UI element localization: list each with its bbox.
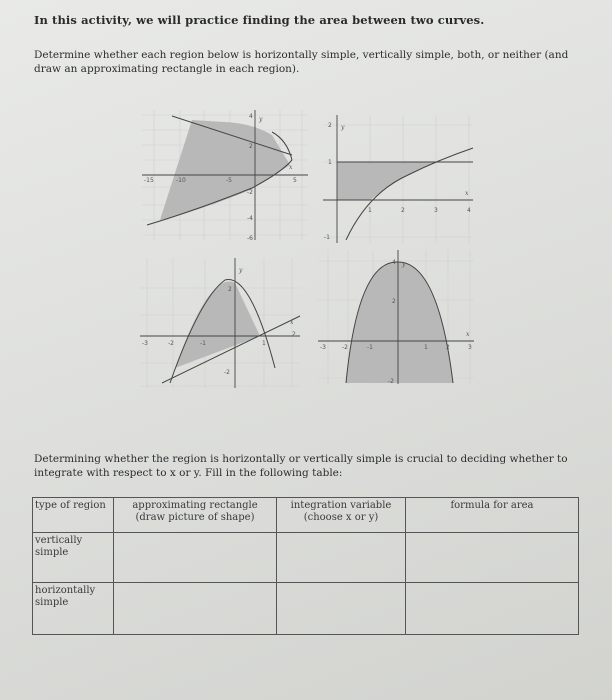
x-tick: -5: [226, 177, 232, 184]
instruction-text: Determine whether each region below is horizontally simple, vertically simple, both, or neither (and draw an approximating rectangle in each region).: [34, 49, 569, 75]
x-tick: -2: [168, 340, 174, 347]
y-axis-label: y: [341, 124, 345, 131]
x-tick: 2: [446, 344, 450, 351]
header-integration-variable: integration variable (choose x or y): [277, 498, 406, 533]
y-axis-label: y: [239, 267, 243, 274]
x-axis-label: x: [289, 164, 293, 171]
x-tick: -3: [320, 344, 326, 351]
graph-2: [323, 115, 478, 245]
x-axis-label: x: [465, 190, 469, 197]
x-tick: -10: [176, 177, 186, 184]
cell-formula-horizontal[interactable]: [406, 583, 579, 635]
x-axis-label: x: [466, 331, 470, 338]
y-tick: 2: [328, 122, 332, 129]
x-tick: 3: [468, 344, 472, 351]
y-tick: 4: [392, 259, 396, 266]
cell-formula-vertical[interactable]: [406, 533, 579, 583]
cell-variable-vertical[interactable]: [277, 533, 406, 583]
x-tick: 3: [434, 207, 438, 214]
x-tick: -2: [342, 344, 348, 351]
table-row: [33, 583, 579, 635]
y-tick: 2: [228, 286, 232, 293]
answer-table: [32, 497, 579, 635]
x-tick: 4: [467, 207, 471, 214]
header-formula-for-area: formula for area: [406, 498, 579, 533]
header-approximating-rectangle: approximating rectangle (draw picture of shape): [114, 498, 277, 533]
x-tick: 1: [262, 340, 266, 347]
row-label-vertically-simple: vertically simple: [33, 533, 114, 583]
y-tick: 1: [328, 159, 332, 166]
y-tick: -4: [247, 215, 253, 222]
graph-1: [142, 110, 312, 245]
x-tick: -1: [367, 344, 373, 351]
intro-text: In this activity, we will practice finding the area between two curves.: [34, 13, 485, 27]
y-tick: -2: [224, 369, 230, 376]
y-tick: -2: [247, 189, 253, 196]
x-tick: -15: [144, 177, 154, 184]
cell-rectangle-horizontal[interactable]: [114, 583, 277, 635]
x-axis-label: x: [290, 319, 294, 326]
y-tick: -6: [247, 235, 253, 242]
x-tick: 1: [424, 344, 428, 351]
cell-variable-horizontal[interactable]: [277, 583, 406, 635]
y-tick: 4: [249, 113, 253, 120]
x-tick: 2: [401, 207, 405, 214]
x-tick: 5: [293, 177, 297, 184]
table-row: [33, 533, 579, 583]
x-tick: 2: [292, 331, 296, 338]
row-label-horizontally-simple: horizontally simple: [33, 583, 114, 635]
graph-3: [140, 258, 305, 393]
y-tick: -1: [324, 234, 330, 241]
graph-4: [318, 250, 478, 388]
x-tick: -3: [142, 340, 148, 347]
x-tick: -1: [200, 340, 206, 347]
y-tick: 2: [392, 298, 396, 305]
y-tick: 2: [249, 143, 253, 150]
instruction-text-2: Determining whether the region is horizontally or vertically simple is crucial to deciding whether to integrate with respect to x or y. Fill in the following table:: [34, 453, 568, 479]
cell-rectangle-vertical[interactable]: [114, 533, 277, 583]
shaded-region-4: [346, 262, 453, 383]
shaded-region-2: [337, 162, 436, 200]
y-tick: -2: [388, 378, 394, 385]
x-tick: 1: [368, 207, 372, 214]
y-axis-label: y: [259, 116, 263, 123]
header-type-of-region: type of region: [33, 498, 114, 533]
y-axis-label: y: [402, 261, 406, 268]
